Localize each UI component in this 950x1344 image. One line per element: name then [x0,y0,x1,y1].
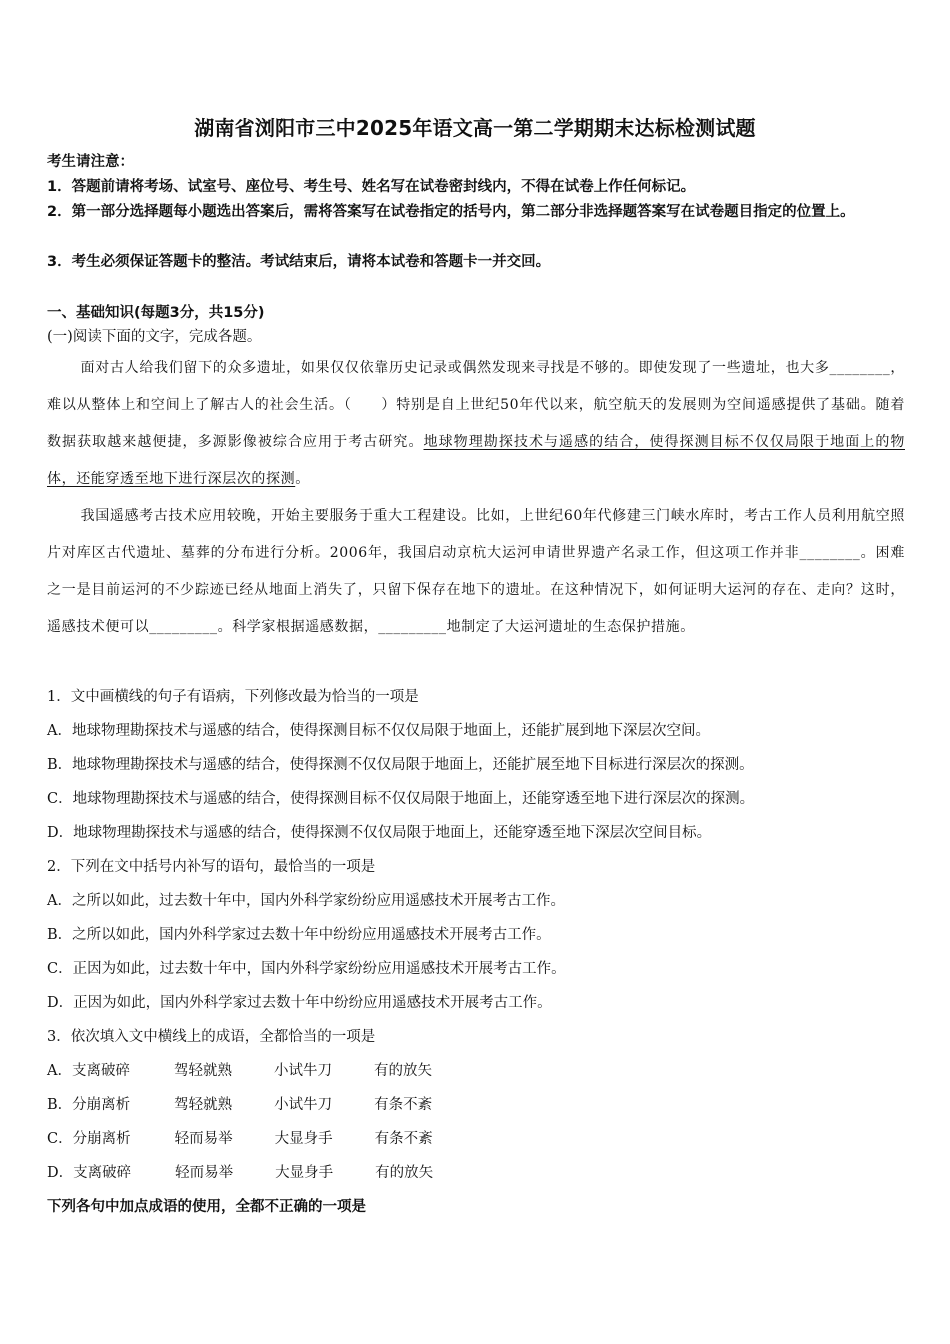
idiom: 有条不紊 [374,1097,433,1113]
question-1-option-a: A．地球物理勘探技术与遥感的结合，使得探测目标不仅仅局限于地面上，还能扩展到地下深层次空间。 [47,723,710,739]
notice-item-2: 2．第一部分选择题每小题选出答案后，需将答案写在试卷指定的括号内，第二部分非选择题答案写在试卷题目指定的位置上。 [47,204,855,220]
question-2-option-c: C．正因为如此，过去数十年中，国内外科学家纷纷应用遥感技术开展考古工作。 [47,961,566,977]
question-1-stem: 1．文中画横线的句子有语病，下列修改最为恰当的一项是 [47,689,419,705]
idiom: 驾轻就熟 [174,1097,233,1113]
question-1-option-d: D．地球物理勘探技术与遥感的结合，使得探测不仅仅局限于地面上，还能穿透至地下深层次空间目标。 [47,825,712,841]
question-2-stem: 2．下列在文中括号内补写的语句，最恰当的一项是 [47,859,376,875]
question-3-option-d [47,1162,907,1184]
idiom: 分崩离析 [72,1097,131,1113]
question-3-option-b [47,1094,907,1116]
page-title: 湖南省浏阳市三中2025年语文高一第二学期期末达标检测试题 [194,116,756,140]
question-3-option-c [47,1128,907,1150]
section-subheading: (一)阅读下面的文字，完成各题。 [47,329,262,345]
idiom: 支离破碎 [71,1063,130,1079]
question-1-option-c: C．地球物理勘探技术与遥感的结合，使得探测目标不仅仅局限于地面上，还能穿透至地下进行深层次的探测。 [47,791,755,807]
question-2-option-d: D．正因为如此，国内外科学家过去数十年中纷纷应用遥感技术开展考古工作。 [47,995,552,1011]
notice-item-3: 3．考生必须保证答题卡的整洁。考试结束后，请将本试卷和答题卡一并交回。 [47,254,551,270]
reading-passage [47,350,905,646]
idiom: 有的放矢 [373,1063,432,1079]
idiom: 轻而易举 [174,1131,233,1147]
question-2-option-a: A．之所以如此，过去数十年中，国内外科学家纷纷应用遥感技术开展考古工作。 [47,893,565,909]
passage-paragraph-2: 我国遥感考古技术应用较晚，开始主要服务于重大工程建设。比如，上世纪60年代修建三门峡水库时，考古工作人员利用航空照片对库区古代遗址、墓葬的分布进行分析。2006年，我国启动京杭大运河申请世界遗产名录工作，但这项工作并非________。困难之一是目前运河的不少踪迹已经从地面上消失了，只留下保存在地下的遗址。在这种情况下，如何证明大运河的存在、走向？这时，遥感技术便可以_________。科学家根据遥感数据，_________地制定了大运河遗址的生态保护措施。 [47,508,905,635]
idiom: 有的放矢 [375,1165,434,1181]
passage-text: 。 [295,471,310,487]
option-label: C． [47,1131,73,1147]
option-label: D． [47,1165,74,1181]
notice-item-1: 1．答题前请将考场、试室号、座位号、考生号、姓名写在试卷密封线内，不得在试卷上作任何标记。 [47,179,696,195]
question-3-option-a [47,1060,907,1082]
question-3-stem: 3．依次填入文中横线上的成语，全都恰当的一项是 [47,1029,376,1045]
option-label: A． [47,1063,72,1079]
idiom: 小试牛刀 [273,1063,332,1079]
idiom: 大显身手 [275,1165,334,1181]
passage-paragraph-1 [47,350,905,498]
notice-heading: 考生请注意： [47,154,134,170]
idiom: 轻而易举 [175,1165,234,1181]
section-heading: 一、基础知识(每题3分，共15分) [47,305,265,321]
idiom: 分崩离析 [72,1131,131,1147]
question-1-option-b: B．地球物理勘探技术与遥感的结合，使得探测不仅仅局限于地面上，还能扩展至地下目标进行深层次的探测。 [47,757,754,773]
option-label: B． [47,1097,73,1113]
idiom: 小试牛刀 [274,1097,333,1113]
idiom: 有条不紊 [374,1131,433,1147]
next-question-stem: 下列各句中加点成语的使用，全都不正确的一项是 [47,1199,366,1215]
idiom: 支离破碎 [73,1165,132,1181]
passage-text: 面对古人给我们留下的众多遗址，如果仅仅依靠历史记录或偶然发现来寻找是不够的。即使发现了一些遗址，也大多________，难以从整体上和空间上了解古人的社会生活。（ ）特别是自上世纪50年代以来，航空航天的发展则为空间遥感提供了基础。随着数据获取越来越便捷，多源影像被综合应用于考古研究。 [47,360,905,450]
idiom: 大显身手 [274,1131,333,1147]
question-2-option-b: B．之所以如此，国内外科学家过去数十年中纷纷应用遥感技术开展考古工作。 [47,927,551,943]
idiom: 驾轻就熟 [173,1063,232,1079]
underlined-sentence: 地球物理勘探技术与遥感的结合，使得探测目标不仅仅局限于地面上的物体，还能穿透至地下进行深层次的探测 [47,434,905,487]
